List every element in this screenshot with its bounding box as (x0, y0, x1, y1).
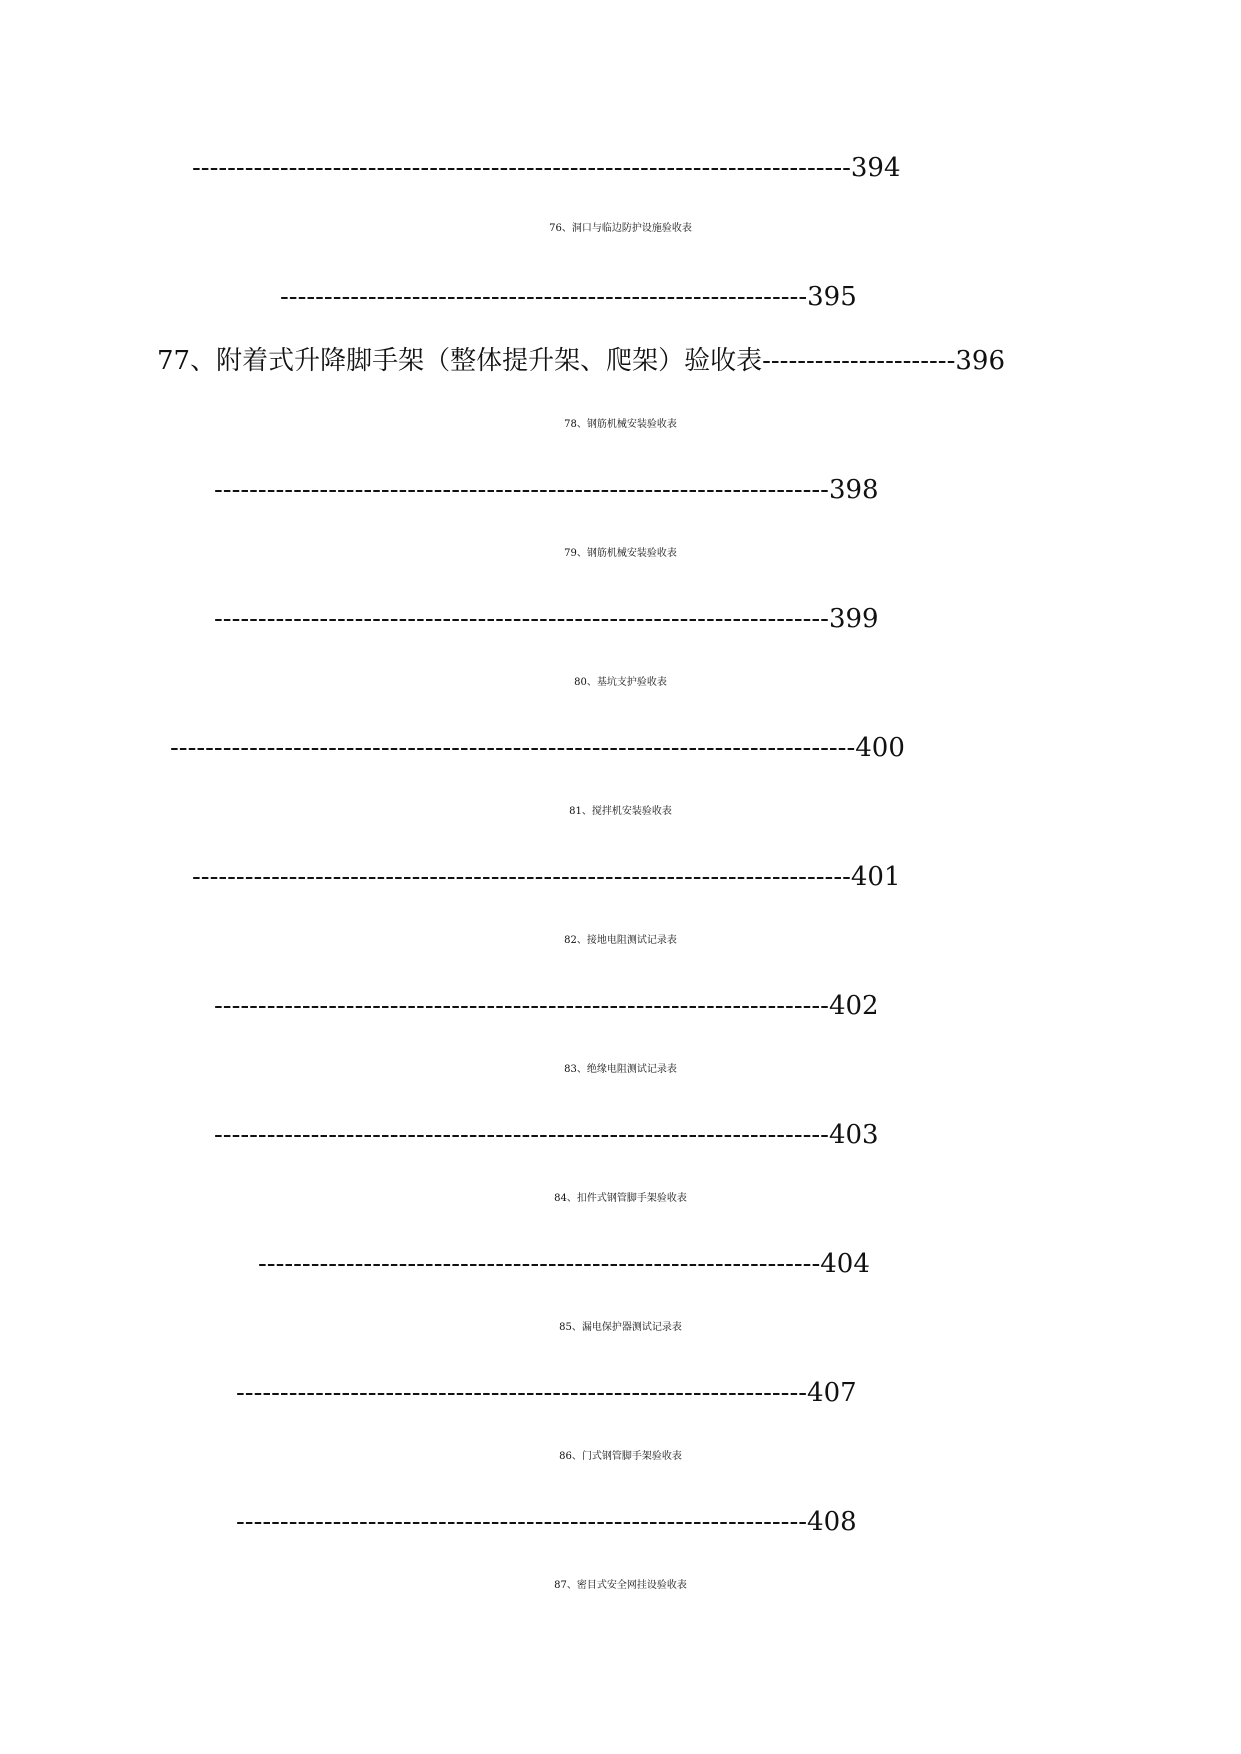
toc-entry-79: 79、钢筋机械安装验收表 (564, 548, 677, 559)
toc-entry-80: 80、基坑支护验收表 (574, 677, 667, 688)
toc-entry-81: 81、搅拌机安装验收表 (569, 806, 672, 817)
toc-leader-401: ---------------------------------------------------------------------------401 (192, 862, 901, 892)
toc-entry-77: 77、附着式升降脚手架（整体提升架、爬架）验收表----------------------396 (157, 346, 1005, 376)
toc-entry-83: 83、绝缘电阻测试记录表 (564, 1064, 677, 1075)
toc-leader-404: ----------------------------------------------------------------404 (258, 1249, 870, 1279)
toc-leader-408: -----------------------------------------------------------------408 (236, 1507, 857, 1537)
toc-leader-399: ----------------------------------------------------------------------399 (214, 604, 879, 634)
toc-leader-400: ------------------------------------------------------------------------------400 (170, 733, 905, 763)
toc-leader-402: ----------------------------------------------------------------------402 (214, 991, 879, 1021)
toc-entry-82: 82、接地电阻测试记录表 (564, 935, 677, 946)
toc-leader-403: ----------------------------------------------------------------------403 (214, 1120, 879, 1150)
toc-entry-78: 78、钢筋机械安装验收表 (564, 419, 677, 430)
toc-leader-398: ----------------------------------------------------------------------398 (214, 475, 879, 505)
toc-leader-407: -----------------------------------------------------------------407 (236, 1378, 857, 1408)
toc-entry-84: 84、扣件式钢管脚手架验收表 (554, 1193, 687, 1204)
toc-leader-394: ---------------------------------------------------------------------------394 (192, 153, 901, 183)
toc-entry-87: 87、密目式安全网挂设验收表 (554, 1580, 687, 1591)
toc-entry-85: 85、漏电保护器测试记录表 (559, 1322, 682, 1333)
toc-entry-76: 76、洞口与临边防护设施验收表 (549, 223, 692, 234)
toc-entry-86: 86、门式钢管脚手架验收表 (559, 1451, 682, 1462)
toc-leader-395: ------------------------------------------------------------395 (280, 282, 857, 312)
